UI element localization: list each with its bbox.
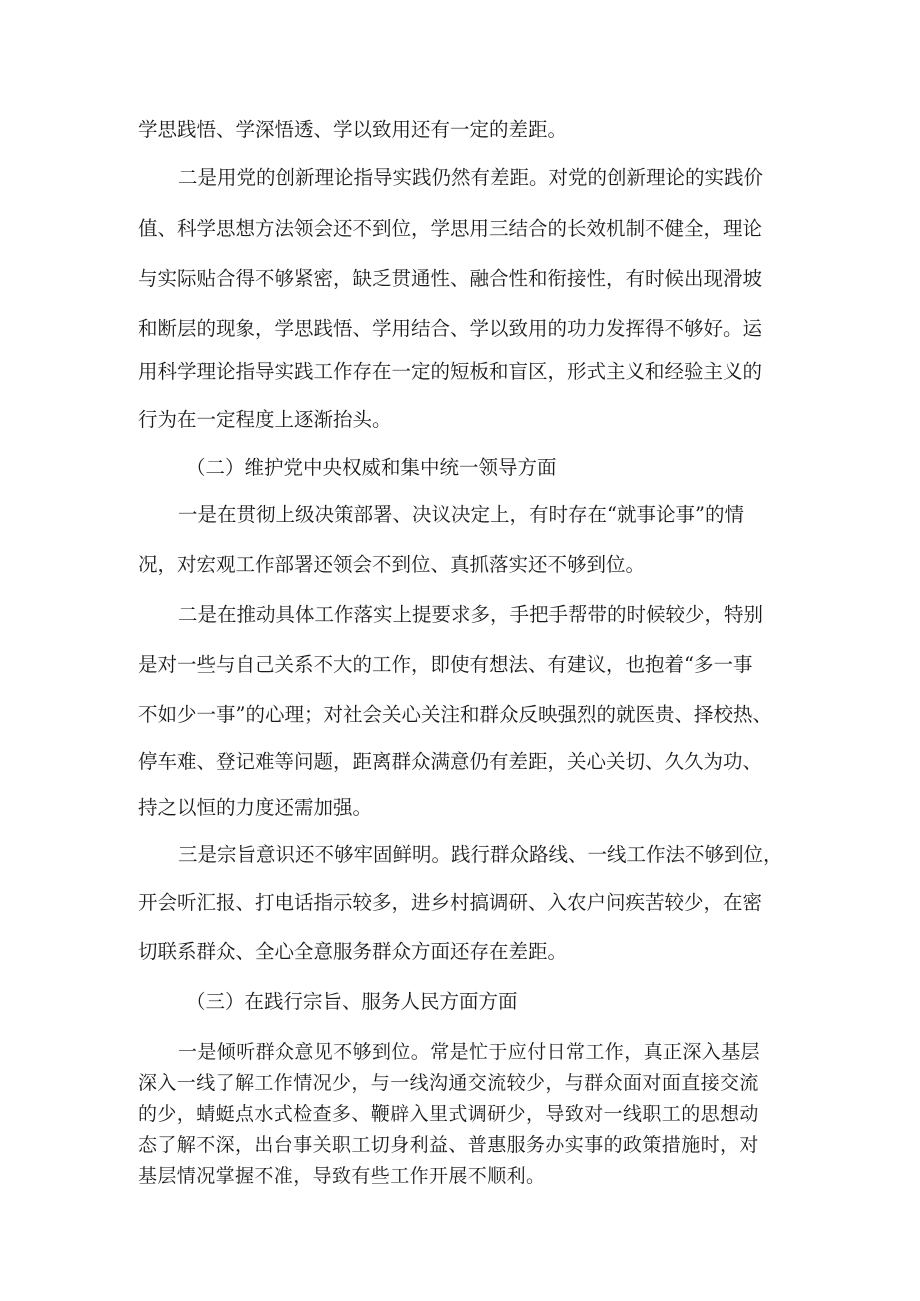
text-line: 与实际贴合得不够紧密，缺乏贯通性、融合性和衔接性，有时候出现滑坡 bbox=[138, 267, 763, 290]
text-line: 的少，蜻蜓点水式检查多、鞭辟入里式调研少，导致对一线职工的思想动 bbox=[138, 1103, 759, 1125]
text-line: 学思践悟、学深悟透、学以致用还有一定的差距。 bbox=[138, 118, 568, 141]
text-line: 持之以恒的力度还需加强。 bbox=[138, 796, 373, 819]
text-line: 不如少一事”的心理；对社会关心关注和群众反映强烈的就医贵、择校热、 bbox=[138, 703, 772, 726]
section-heading: （三）在践行宗旨、服务人民方面方面 bbox=[186, 990, 518, 1013]
text-line: 是对一些与自己关系不大的工作，即使有想法、有建议，也抱着“多一事 bbox=[138, 653, 753, 676]
text-line: 三是宗旨意识还不够牢固鲜明。践行群众路线、一线工作法不够到位， bbox=[178, 843, 783, 866]
text-line: 况，对宏观工作部署还领会不到位、真抓落实还不够到位。 bbox=[138, 553, 646, 576]
text-line: 值、科学思想方法领会还不到位，学思用三结合的长效机制不健全，理论 bbox=[138, 217, 763, 240]
text-line: 一是倾听群众意见不够到位。常是忙于应付日常工作，真正深入基层 bbox=[178, 1041, 761, 1063]
text-line: 开会听汇报、打电话指示较多，进乡村搞调研、入农户问疾苦较少，在密 bbox=[138, 891, 763, 914]
text-line: 一是在贯彻上级决策部署、决议决定上，有时存在“就事论事”的情 bbox=[178, 503, 744, 526]
text-line: 深入一线了解工作情况少，与一线沟通交流较少，与群众面对面直接交流 bbox=[138, 1072, 759, 1094]
text-line: 行为在一定程度上逐渐抬头。 bbox=[138, 408, 392, 431]
text-line: 切联系群众、全心全意服务群众方面还存在差距。 bbox=[138, 940, 568, 963]
text-line: 基层情况掌握不准，导致有些工作开展不顺利。 bbox=[138, 1165, 546, 1187]
text-line: 态了解不深，出台事关职工切身利益、普惠服务办实事的政策措施时，对 bbox=[138, 1134, 759, 1156]
text-line: 停车难、登记难等问题，距离群众满意仍有差距，关心关切、久久为功、 bbox=[138, 750, 763, 773]
section-heading: （二）维护党中央权威和集中统一领导方面 bbox=[186, 456, 557, 479]
text-line: 二是在推动具体工作落实上提要求多，手把手帮带的时候较少，特别 bbox=[178, 603, 764, 626]
text-line: 用科学理论指导实践工作存在一定的短板和盲区，形式主义和经验主义的 bbox=[138, 360, 763, 383]
text-line: 和断层的现象，学思践悟、学用结合、学以致用的功力发挥得不够好。运 bbox=[138, 317, 763, 340]
text-line: 二是用党的创新理论指导实践仍然有差距。对党的创新理论的实践价 bbox=[178, 166, 764, 189]
